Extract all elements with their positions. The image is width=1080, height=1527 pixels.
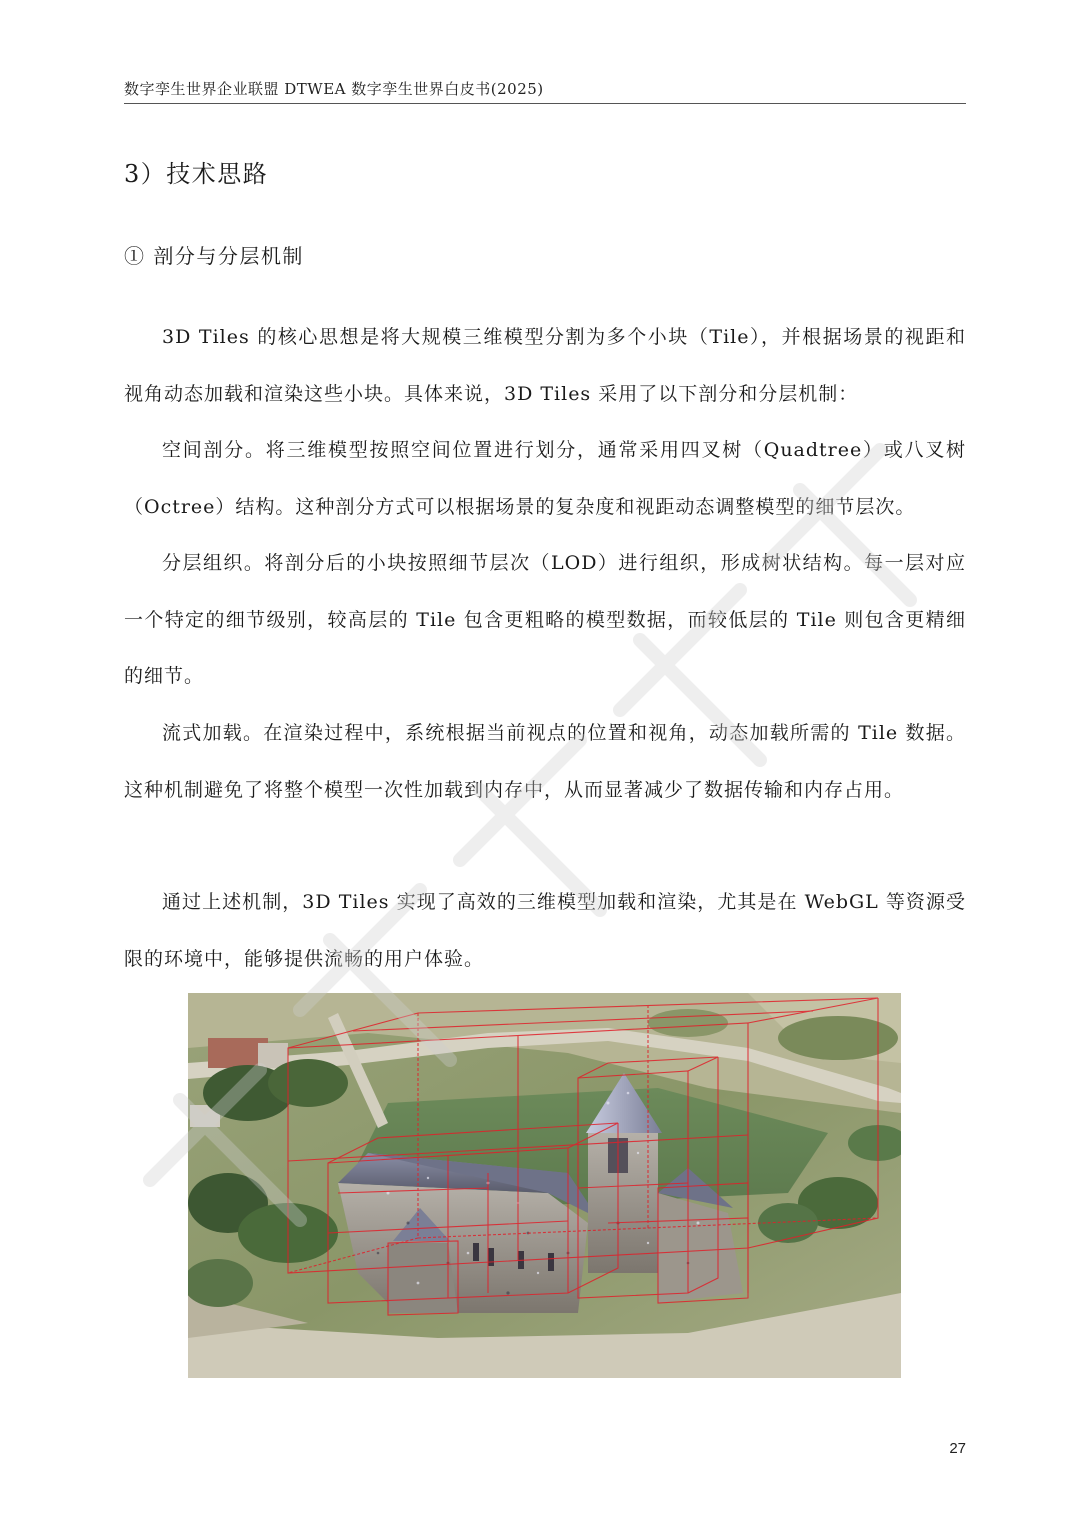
header-divider [124, 103, 966, 104]
running-header: 数字孪生世界企业联盟 DTWEA 数字孪生世界白皮书(2025) [124, 80, 544, 98]
tiles-illustration-svg [188, 993, 901, 1378]
page-number: 27 [949, 1440, 966, 1457]
section-title: 3）技术思路 [124, 160, 269, 188]
church-point-cloud-figure [188, 993, 901, 1378]
paragraph-streaming-loading: 流式加载。在渲染过程中，系统根据当前视点的位置和视角，动态加载所需的 Tile 数据。这种机制避免了将整个模型一次性加载到内存中，从而显著减少了数据传输和内存占用。 [124, 722, 966, 801]
paragraph-summary: 通过上述机制，3D Tiles 实现了高效的三维模型加载和渲染，尤其是在 WebGL 等资源受限的环境中，能够提供流畅的用户体验。 [124, 891, 966, 970]
subsection-title: ① 剖分与分层机制 [124, 244, 304, 268]
paragraph-spatial-partition: 空间剖分。将三维模型按照空间位置进行划分，通常采用四叉树（Quadtree）或八叉树（Octree）结构。这种剖分方式可以根据场景的复杂度和视距动态调整模型的细节层次。 [124, 439, 966, 518]
paragraph-layered-organization: 分层组织。将剖分后的小块按照细节层次（LOD）进行组织，形成树状结构。每一层对应一个特定的细节级别，较高层的 Tile 包含更粗略的模型数据，而较低层的 Tile 则包含更精细的细节。 [124, 552, 966, 687]
paragraph-intro: 3D Tiles 的核心思想是将大规模三维模型分割为多个小块（Tile），并根据场景的视距和视角动态加载和渲染这些小块。具体来说，3D Tiles 采用了以下剖分和分层机制： [124, 326, 966, 405]
